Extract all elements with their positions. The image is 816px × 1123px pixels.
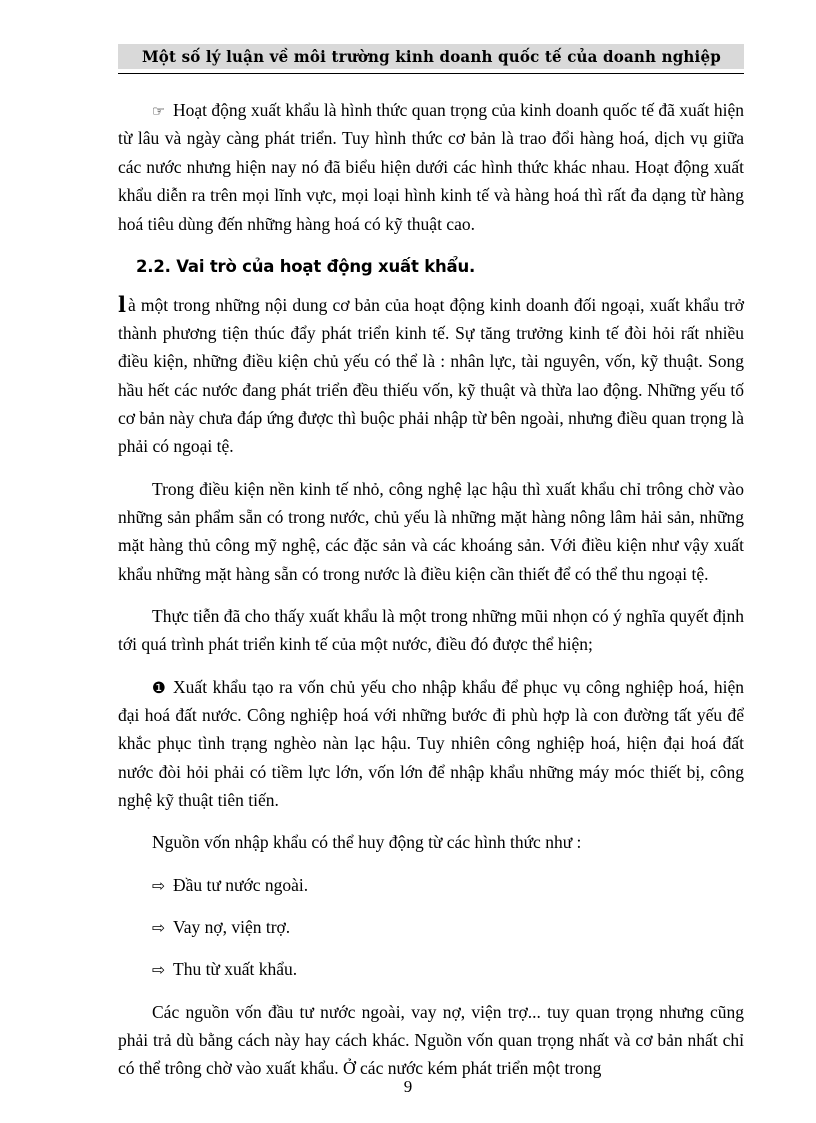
pointing-hand-icon: ☞ bbox=[152, 104, 165, 120]
list-item-label: Đầu tư nước ngoài. bbox=[173, 874, 309, 895]
paragraph-role-of-export-text: à một trong những nội dung cơ bản của hoạt động kinh doanh đối ngoại, xuất khẩu trở thành phương tiện thúc đẩy phát triển kinh tế. Sự tăng trưởng kinh tế đòi hỏi rất nhiều điều kiện, những điều kiện chủ yếu có thể là : nhân lực, tài nguyên, vốn, kỹ thuật. Song hầu hết các nước đang phát triển đều thiếu vốn, kỹ thuật và thừa lao động. Những yếu tố cơ bản này chưa đáp ứng được thì buộc phải nhập từ bên ngoài, nhưng điều quan trọng là phải có ngoại tệ. bbox=[118, 294, 744, 457]
circled-number-one-icon: ❶ bbox=[152, 678, 168, 697]
list-item-label: Vay nợ, viện trợ. bbox=[173, 917, 291, 938]
list-item-label: Thu từ xuất khẩu. bbox=[173, 959, 298, 980]
arrow-right-icon: ⇨ bbox=[152, 876, 165, 895]
arrow-right-icon: ⇨ bbox=[152, 961, 165, 980]
paragraph-intro bbox=[118, 96, 744, 238]
paragraph-capital-text: Xuất khẩu tạo ra vốn chủ yếu cho nhập khẩu để phục vụ công nghiệp hoá, hiện đại hoá đất nước. Công nghiệp hoá với những bước đi phù hợp là con đường tất yếu để khắc phục tình trạng nghèo nàn lạc hậu. Tuy nhiên công nghiệp hoá, hiện đại hoá đất nước đòi hỏi phải có tiềm lực lớn, vốn lớn để nhập khẩu những máy móc thiết bị, công nghệ kỹ thuật tiên tiến. bbox=[118, 676, 744, 811]
page-number: 9 bbox=[403, 1077, 413, 1096]
list-item bbox=[118, 913, 744, 941]
paragraph-practice: Thực tiễn đã cho thấy xuất khẩu là một trong những mũi nhọn có ý nghĩa quyết định tới quá trình phát triển kinh tế của một nước, điều đó được thể hiện; bbox=[118, 606, 744, 655]
paragraph-small-economy: Trong điều kiện nền kinh tế nhỏ, công nghệ lạc hậu thì xuất khẩu chỉ trông chờ vào những sản phẩm sẵn có trong nước, chủ yếu là những mặt hàng nông lâm hải sản, những mặt hàng thủ công mỹ nghệ, các đặc sản và các khoáng sản. Với điều kiện như vậy xuất khẩu những mặt hàng sẵn có trong nước là điều kiện cần thiết để có thể thu ngoại tệ. bbox=[118, 478, 744, 584]
drop-cap-letter: l bbox=[118, 291, 126, 317]
list-item bbox=[118, 871, 744, 899]
paragraph-intro-text: Hoạt động xuất khẩu là hình thức quan trọng của kinh doanh quốc tế đã xuất hiện từ lâu và ngày càng phát triển. Tuy hình thức cơ bản là trao đổi hàng hoá, dịch vụ giữa các nước nhưng hiện nay nó đã biểu hiện dưới các hình thức khác nhau. Hoạt động xuất khẩu diễn ra trên mọi lĩnh vực, mọi loại hình kinh tế và hàng hoá thì rất đa dạng từ hàng hoá tiêu dùng đến những hàng hoá có kỹ thuật cao. bbox=[118, 100, 744, 234]
running-header-band bbox=[118, 44, 744, 69]
arrow-right-icon: ⇨ bbox=[152, 919, 165, 938]
paragraph-capital bbox=[118, 673, 744, 815]
running-header-title: Một số lý luận về môi trường kinh doanh quốc tế của doanh nghiệp bbox=[141, 47, 721, 66]
list-item bbox=[118, 955, 744, 983]
section-heading-2-2: 2.2. Vai trò của hoạt động xuất khẩu. bbox=[136, 256, 476, 276]
header-divider bbox=[118, 73, 744, 74]
document-body bbox=[118, 96, 744, 1083]
paragraph-conclusion: Các nguồn vốn đầu tư nước ngoài, vay nợ, viện trợ... tuy quan trọng nhưng cũng phải trả dù bằng cách này hay cách khác. Nguồn vốn quan trọng nhất và cơ bản nhất chỉ có thể trông chờ vào xuất khẩu. Ở các nước kém phát triển một trong bbox=[118, 1001, 744, 1079]
paragraph-role-of-export bbox=[118, 291, 744, 461]
paragraph-funding-sources: Nguồn vốn nhập khẩu có thể huy động từ các hình thức như : bbox=[152, 832, 582, 853]
